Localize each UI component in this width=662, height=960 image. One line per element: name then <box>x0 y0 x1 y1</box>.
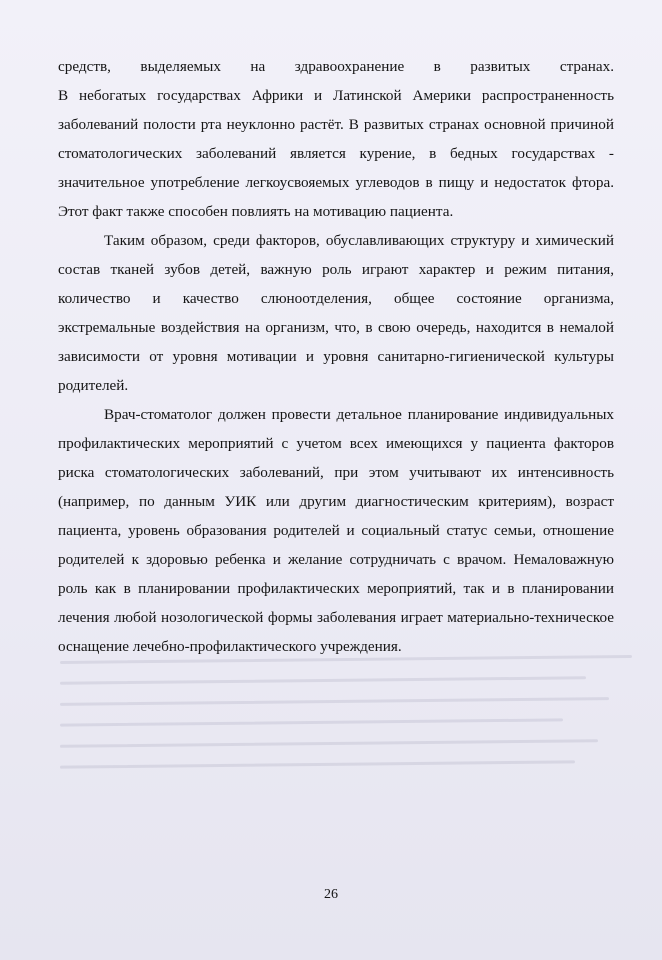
text-line: количество и качество слюноотделения, общее состояние организма, <box>58 290 614 307</box>
text-line: В небогатых государствах Африки и Латинской Америки распространенность <box>58 87 614 104</box>
text-line: Этот факт также способен повлиять на мотивацию пациента. <box>58 203 454 220</box>
text-line: родителей к здоровью ребенка и желание сотрудничать с врачом. Немаловажную <box>58 551 614 568</box>
text-line: Врач-стоматолог должен провести детальное планирование индивидуальных <box>104 406 614 423</box>
text-line: заболеваний полости рта неуклонно растёт. В развитых странах основной причиной <box>58 116 614 133</box>
text-line: лечения любой нозологической формы заболевания играет материально-техническое <box>58 609 614 626</box>
body-text <box>58 52 614 661</box>
text-line: Таким образом, среди факторов, обуславливающих структуру и химический <box>104 232 614 249</box>
text-line: средств, выделяемых на здравоохранение в развитых странах. <box>58 58 614 75</box>
reverse-side-bleed <box>60 640 632 880</box>
text-line: пациента, уровень образования родителей и социальный статус семьи, отношение <box>58 522 614 539</box>
text-line: роль как в планировании профилактических мероприятий, так и в планировании <box>58 580 614 597</box>
text-line: (например, по данным УИК или другим диагностическим критериям), возраст <box>58 493 614 510</box>
text-line: родителей. <box>58 377 129 394</box>
text-line: зависимости от уровня мотивации и уровня санитарно-гигиенической культуры <box>58 348 614 365</box>
page-number: 26 <box>324 887 338 902</box>
text-line: профилактических мероприятий с учетом всех имеющихся у пациента факторов <box>58 435 614 452</box>
text-line: риска стоматологических заболеваний, при этом учитывают их интенсивность <box>58 464 614 481</box>
text-line: оснащение лечебно-профилактического учреждения. <box>58 638 402 655</box>
text-line: стоматологических заболеваний является курение, в бедных государствах - <box>58 145 614 162</box>
text-line: значительное употребление легкоусвояемых углеводов в пищу и недостаток фтора. <box>58 174 614 191</box>
text-line: экстремальные воздействия на организм, что, в свою очередь, находится в немалой <box>58 319 614 336</box>
text-line: состав тканей зубов детей, важную роль играют характер и режим питания, <box>58 261 614 278</box>
